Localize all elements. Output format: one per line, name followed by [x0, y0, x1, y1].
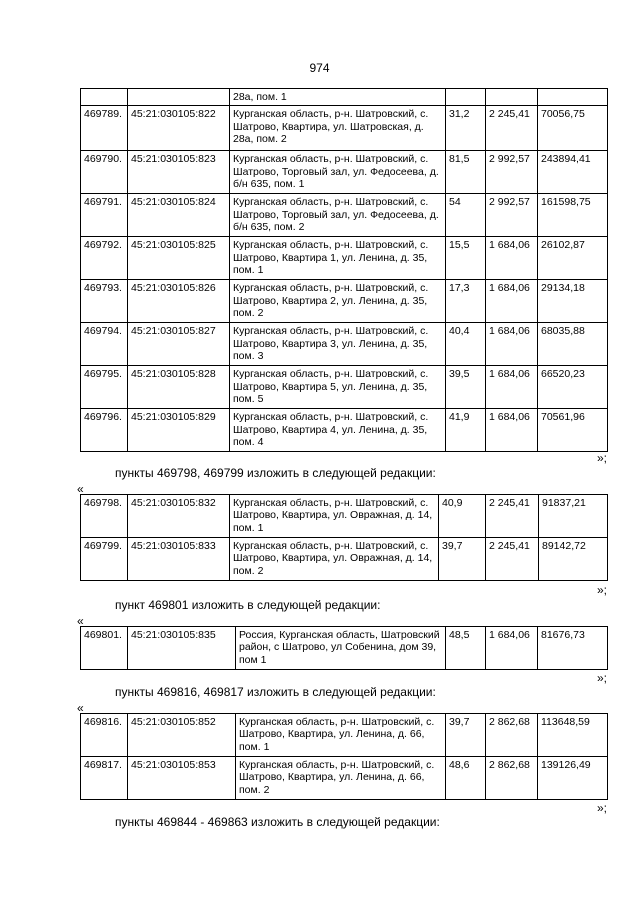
table-row — [81, 151, 608, 194]
value: 161598,75 — [538, 194, 608, 237]
value: 81676,73 — [538, 627, 608, 670]
area: 41,9 — [446, 409, 486, 452]
address: Курганская область, р-н. Шатровский, с. Шатрово, Квартира, ул. Ленина, д. 66, пом. 1 — [236, 714, 446, 757]
table-row — [81, 538, 608, 581]
price: 1 684,06 — [486, 280, 538, 323]
registry-table-1 — [80, 88, 608, 452]
row-number: 469790. — [81, 151, 128, 194]
table-row — [81, 89, 608, 106]
area: 39,7 — [439, 538, 486, 581]
value: 29134,18 — [538, 280, 608, 323]
cadastral-number: 45:21:030105:828 — [128, 366, 230, 409]
price: 2 245,41 — [486, 495, 539, 538]
cadastral-number: 45:21:030105:822 — [128, 106, 230, 151]
opening-quote: « — [77, 482, 84, 496]
area: 40,4 — [446, 323, 486, 366]
cadastral-number: 45:21:030105:829 — [128, 409, 230, 452]
address: Курганская область, р-н. Шатровский, с. Шатрово, Квартира, ул. Ленина, д. 66, пом. 2 — [236, 757, 446, 800]
price: 2 245,41 — [486, 106, 538, 151]
cadastral-number: 45:21:030105:827 — [128, 323, 230, 366]
table-row — [81, 106, 608, 151]
table-row — [81, 366, 608, 409]
table-row — [81, 280, 608, 323]
cadastral-number: 45:21:030105:826 — [128, 280, 230, 323]
registry-table-4 — [80, 713, 608, 800]
address: Россия, Курганская область, Шатровский район, с Шатрово, ул Собенина, дом 39, пом 1 — [236, 627, 446, 670]
price: 2 992,57 — [486, 194, 538, 237]
cadastral-number: 45:21:030105:825 — [128, 237, 230, 280]
registry-table-3 — [80, 626, 608, 670]
area: 15,5 — [446, 237, 486, 280]
address: Курганская область, р-н. Шатровский, с. Шатрово, Квартира, ул. Шатровская, д. 28а, пом. 2 — [230, 106, 446, 151]
page-number: 974 — [309, 61, 330, 75]
cadastral-number — [128, 89, 230, 106]
cadastral-number: 45:21:030105:833 — [128, 538, 230, 581]
area: 81,5 — [446, 151, 486, 194]
table-row — [81, 323, 608, 366]
cadastral-number: 45:21:030105:835 — [128, 627, 236, 670]
area: 31,2 — [446, 106, 486, 151]
value: 91837,21 — [539, 495, 608, 538]
price: 2 245,41 — [486, 538, 539, 581]
value: 139126,49 — [538, 757, 608, 800]
row-number: 469795. — [81, 366, 128, 409]
table-row — [81, 714, 608, 757]
row-number: 469801. — [81, 627, 128, 670]
address: 28а, пом. 1 — [230, 89, 446, 106]
row-number: 469798. — [81, 495, 128, 538]
address: Курганская область, р-н. Шатровский, с. Шатрово, Квартира 2, ул. Ленина, д. 35, пом. 2 — [230, 280, 446, 323]
cadastral-number: 45:21:030105:852 — [128, 714, 236, 757]
area: 39,7 — [446, 714, 486, 757]
address: Курганская область, р-н. Шатровский, с. Шатрово, Квартира, ул. Овражная, д. 14, пом. 1 — [230, 495, 439, 538]
row-number: 469792. — [81, 237, 128, 280]
price: 2 862,68 — [486, 714, 538, 757]
price: 1 684,06 — [486, 627, 538, 670]
registry-table-2 — [80, 494, 608, 581]
closing-quote: »; — [597, 583, 608, 597]
area — [446, 89, 486, 106]
area: 40,9 — [439, 495, 486, 538]
row-number: 469791. — [81, 194, 128, 237]
price: 1 684,06 — [486, 237, 538, 280]
table-row — [81, 409, 608, 452]
row-number — [81, 89, 128, 106]
price: 1 684,06 — [486, 323, 538, 366]
address: Курганская область, р-н. Шатровский, с. Шатрово, Квартира 4, ул. Ленина, д. 35, пом. 4 — [230, 409, 446, 452]
row-number: 469799. — [81, 538, 128, 581]
value: 113648,59 — [538, 714, 608, 757]
value: 26102,87 — [538, 237, 608, 280]
table-row — [81, 237, 608, 280]
price — [486, 89, 538, 106]
area: 17,3 — [446, 280, 486, 323]
row-number: 469793. — [81, 280, 128, 323]
area: 54 — [446, 194, 486, 237]
price: 2 862,68 — [486, 757, 538, 800]
area: 48,5 — [446, 627, 486, 670]
opening-quote: « — [77, 614, 84, 628]
address: Курганская область, р-н. Шатровский, с. Шатрово, Квартира 5, ул. Ленина, д. 35, пом. 5 — [230, 366, 446, 409]
cadastral-number: 45:21:030105:832 — [128, 495, 230, 538]
value: 243894,41 — [538, 151, 608, 194]
closing-quote: »; — [597, 451, 608, 465]
row-number: 469817. — [81, 757, 128, 800]
value: 66520,23 — [538, 366, 608, 409]
value: 70056,75 — [538, 106, 608, 151]
row-number: 469794. — [81, 323, 128, 366]
table-row — [81, 757, 608, 800]
table-row — [81, 627, 608, 670]
value: 89142,72 — [539, 538, 608, 581]
row-number: 469816. — [81, 714, 128, 757]
opening-quote: « — [77, 701, 84, 715]
amendment-instruction: пункты 469844 - 469863 изложить в следующей редакции: — [115, 815, 440, 829]
area: 39,5 — [446, 366, 486, 409]
amendment-instruction: пункты 469816, 469817 изложить в следующей редакции: — [115, 685, 436, 699]
address: Курганская область, р-н. Шатровский, с. Шатрово, Квартира, ул. Овражная, д. 14, пом. 2 — [230, 538, 439, 581]
price: 2 992,57 — [486, 151, 538, 194]
price: 1 684,06 — [486, 366, 538, 409]
closing-quote: »; — [597, 801, 608, 815]
row-number: 469796. — [81, 409, 128, 452]
amendment-instruction: пункт 469801 изложить в следующей редакции: — [115, 598, 381, 612]
row-number: 469789. — [81, 106, 128, 151]
price: 1 684,06 — [486, 409, 538, 452]
closing-quote: »; — [597, 671, 608, 685]
address: Курганская область, р-н. Шатровский, с. Шатрово, Торговый зал, ул. Федосеева, д. б/н 635, пом. 2 — [230, 194, 446, 237]
cadastral-number: 45:21:030105:823 — [128, 151, 230, 194]
table-row — [81, 495, 608, 538]
area: 48,6 — [446, 757, 486, 800]
value — [538, 89, 608, 106]
table-row — [81, 194, 608, 237]
cadastral-number: 45:21:030105:853 — [128, 757, 236, 800]
cadastral-number: 45:21:030105:824 — [128, 194, 230, 237]
address: Курганская область, р-н. Шатровский, с. Шатрово, Квартира 1, ул. Ленина, д. 35, пом. 1 — [230, 237, 446, 280]
amendment-instruction: пункты 469798, 469799 изложить в следующей редакции: — [115, 466, 436, 480]
address: Курганская область, р-н. Шатровский, с. Шатрово, Квартира 3, ул. Ленина, д. 35, пом. 3 — [230, 323, 446, 366]
value: 70561,96 — [538, 409, 608, 452]
address: Курганская область, р-н. Шатровский, с. Шатрово, Торговый зал, ул. Федосеева, д. б/н 635, пом. 1 — [230, 151, 446, 194]
value: 68035,88 — [538, 323, 608, 366]
